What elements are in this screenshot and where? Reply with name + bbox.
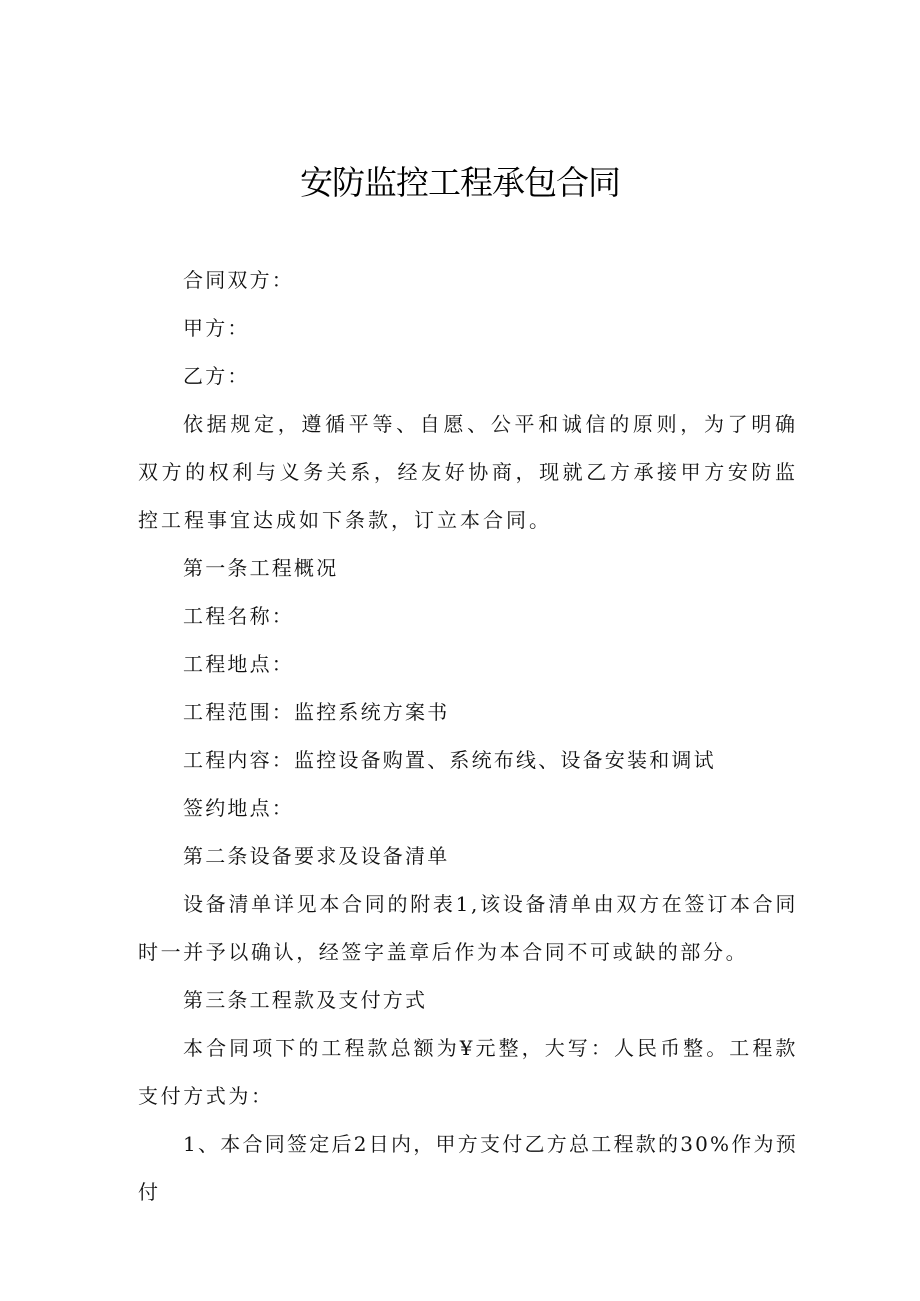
article-2-heading: 第二条设备要求及设备清单 (183, 844, 450, 868)
party-a-line: 甲方： (183, 316, 250, 340)
project-content-line: 工程内容：监控设备购置、系统布线、设备安装和调试 (183, 748, 716, 772)
equipment-list-paragraph: 设备清单详见本合同的附表1,该设备清单由双方在签订本合同时一并予以确认，经签字盖章后作为本合同不可或缺的部分。 (138, 892, 798, 964)
signing-location-line: 签约地点： (183, 796, 294, 820)
document-title: 安防监控工程承包合同 (300, 163, 620, 202)
preamble-paragraph: 依据规定，遵循平等、自愿、公平和诚信的原则，为了明确双方的权利与义务关系，经友好协商，现就乙方承接甲方安防监控工程事宜达成如下条款，订立本合同。 (138, 412, 798, 532)
project-name-line: 工程名称： (183, 604, 294, 628)
payment-term-1-paragraph: 1、本合同签定后2日内，甲方支付乙方总工程款的30%作为预付 (138, 1132, 798, 1204)
article-1-heading: 第一条工程概况 (183, 556, 339, 580)
parties-heading: 合同双方： (183, 268, 294, 292)
article-3-heading: 第三条工程款及支付方式 (183, 988, 428, 1012)
document-body (138, 256, 798, 1216)
project-location-line: 工程地点： (183, 652, 294, 676)
party-b-line: 乙方： (183, 364, 250, 388)
project-scope-line: 工程范围：监控系统方案书 (183, 700, 450, 724)
payment-total-paragraph: 本合同项下的工程款总额为¥元整，大写：人民币整。工程款支付方式为： (138, 1036, 798, 1108)
